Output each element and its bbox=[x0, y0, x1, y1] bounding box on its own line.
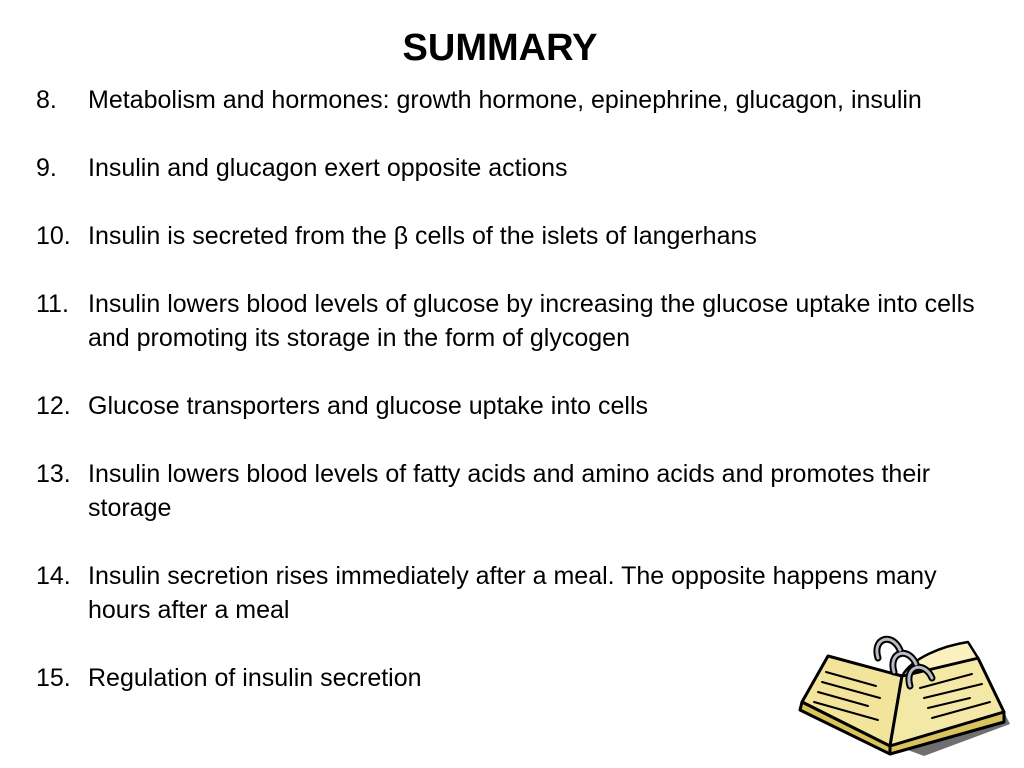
list-item bbox=[36, 457, 996, 525]
list-item bbox=[36, 389, 996, 423]
item-text: Insulin is secreted from the β cells of the islets of langerhans bbox=[88, 222, 757, 250]
item-text: Insulin lowers blood levels of glucose by increasing the glucose uptake into cells and promoting its storage in the form of glycogen bbox=[88, 290, 975, 352]
item-number: 13. bbox=[36, 460, 71, 488]
slide-title: SUMMARY bbox=[402, 27, 598, 69]
item-number: 14. bbox=[36, 562, 71, 590]
item-text: Insulin lowers blood levels of fatty acids and amino acids and promotes their storage bbox=[88, 460, 931, 522]
item-text: Insulin secretion rises immediately after a meal. The opposite happens many hours after a meal bbox=[88, 562, 937, 624]
list-item bbox=[36, 151, 996, 185]
item-number: 9. bbox=[36, 154, 57, 182]
item-text: Metabolism and hormones: growth hormone, epinephrine, glucagon, insulin bbox=[88, 86, 922, 114]
item-text: Regulation of insulin secretion bbox=[88, 664, 422, 692]
list-item bbox=[36, 219, 996, 253]
notebook-drawing bbox=[792, 628, 1014, 758]
item-number: 8. bbox=[36, 86, 57, 114]
list-item bbox=[36, 83, 996, 117]
item-number: 11. bbox=[36, 290, 69, 318]
item-number: 15. bbox=[36, 664, 71, 692]
list-item bbox=[36, 287, 996, 355]
spiral-notebook-icon bbox=[792, 628, 1014, 758]
item-text: Glucose transporters and glucose uptake into cells bbox=[88, 392, 649, 420]
item-number: 12. bbox=[36, 392, 71, 420]
item-text: Insulin and glucagon exert opposite actions bbox=[88, 154, 568, 182]
item-number: 10. bbox=[36, 222, 71, 250]
list-item bbox=[36, 559, 996, 627]
